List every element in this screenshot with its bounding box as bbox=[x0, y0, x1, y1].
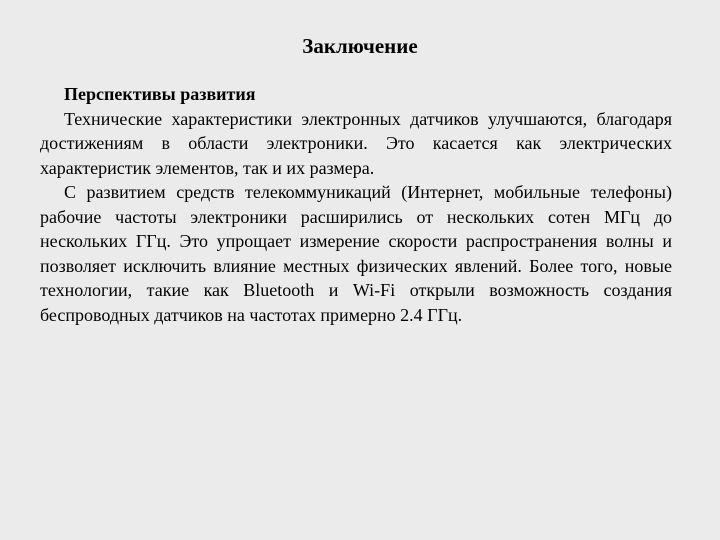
paragraph-sensor-characteristics: Технические характеристики электронных датчиков улучшаются, благодаря достижениям в области электроники. Это касается как электрических характеристик элементов, так и их размера. bbox=[40, 108, 672, 178]
paragraph-telecom-frequencies: С развитием средств телекоммуникаций (Интернет, мобильные телефоны) рабочие частоты электроники расширились от нескольких сотен МГц до нескольких ГГц. Это упрощает измерение скорости распространения волны и позволяет исключить влияние местных физических явлений. Более того, новые технологии, такие как Bluetooth и Wi-Fi открыли возможность создания беспроводных датчиков на частотах примерно 2.4 ГГц. bbox=[40, 182, 672, 325]
section-subtitle: Перспективы развития bbox=[64, 84, 256, 104]
slide-content bbox=[40, 82, 672, 327]
slide-title: Заключение bbox=[302, 34, 418, 58]
